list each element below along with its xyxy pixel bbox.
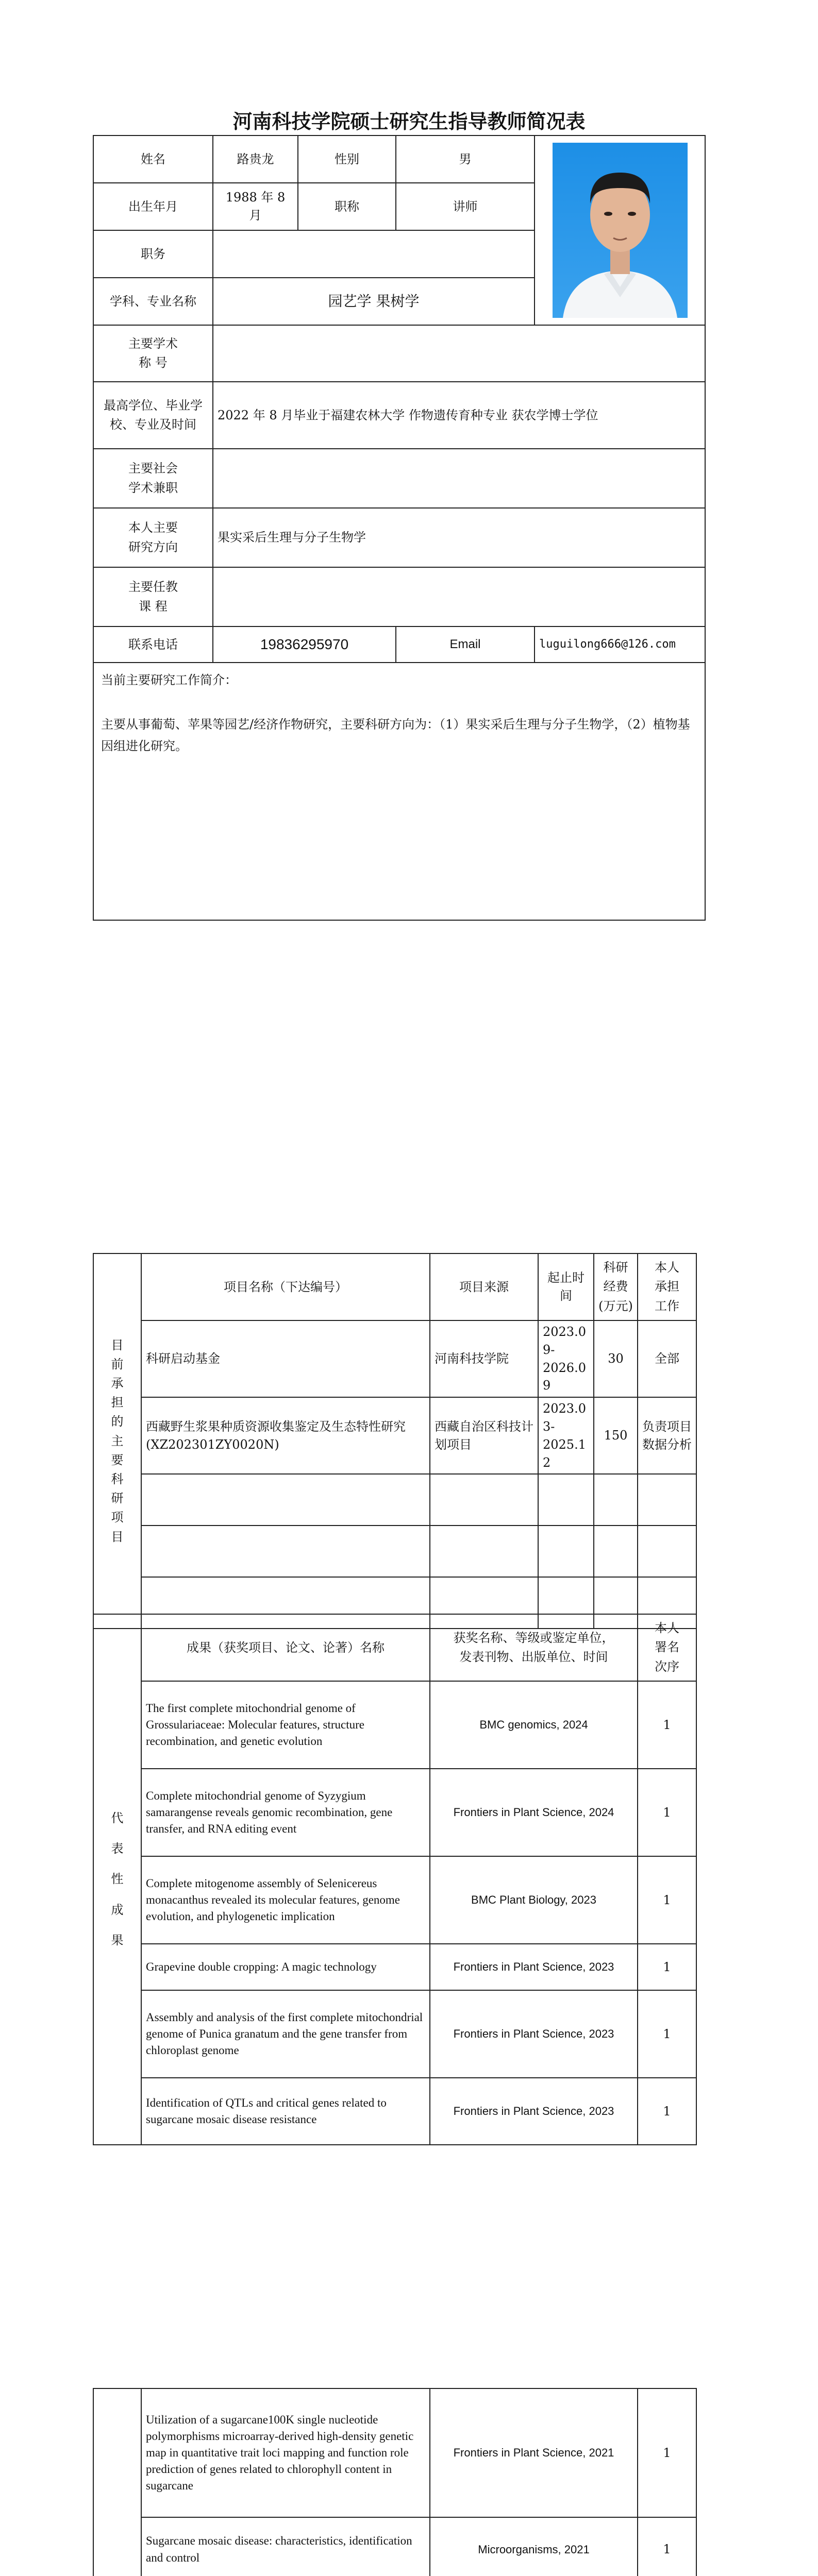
achievement-source: Frontiers in Plant Science, 2021 [430,2388,638,2517]
achievement-name: Complete mitochondrial genome of Syzygium samarangense reveals genomic recombination, gene transfer, and RNA editing event [141,1769,430,1856]
achievement-source: Frontiers in Plant Science, 2024 [430,1769,638,1856]
achievement-row [93,1990,696,2078]
projects-side-label-char: 目 [111,1529,124,1544]
achievement-rank: 1 [638,1990,696,2078]
achievement-rank: 1 [638,1681,696,1769]
projects-side-label-char: 科 [111,1471,124,1486]
achievement-name: Sugarcane mosaic disease: characteristics, identification and control [141,2517,430,2576]
achievements-side-label [93,1614,141,2145]
project-period [538,1526,594,1577]
position-label: 职务 [93,230,213,278]
photo-cell [535,135,705,325]
projects-side-label-char: 主 [111,1433,124,1448]
project-funds-header [594,1253,638,1320]
achievements-side-label-char: 性 [111,1872,124,1887]
achievements-side-label-char: 成 [111,1902,124,1917]
project-role: 全部 [638,1320,696,1397]
achievements-continued-table [93,2388,697,2576]
research-intro [93,663,705,920]
academic-title-label-line2: 称 号 [139,355,168,370]
degree-value: 2022 年 8 月毕业于福建农林大学 作物遗传育种专业 获农学博士学位 [213,382,705,449]
projects-side-label-char: 承 [111,1376,124,1391]
rank-header-line2: 署名 [655,1640,679,1655]
project-funds: 30 [594,1320,638,1397]
project-name: 西藏野生浆果种质资源收集鉴定及生态特性研究(XZ202301ZY0020N) [141,1397,430,1474]
achievement-rank: 1 [638,1769,696,1856]
projects-table [93,1253,697,1629]
birth-label: 出生年月 [93,183,213,230]
achievements-table [93,1614,697,2145]
project-source [430,1474,538,1526]
birth-value: 1988 年 8 月 [213,183,298,230]
project-row [93,1526,696,1577]
rank-header-line1: 本人 [655,1621,679,1636]
portrait-photo [553,143,688,318]
title-label: 职称 [298,183,396,230]
discipline-label: 学科、专业名称 [93,278,213,325]
achievement-source: Frontiers in Plant Science, 2023 [430,1990,638,2078]
role-header-line1: 本人 [655,1260,679,1275]
projects-side-label-char: 的 [111,1414,124,1429]
project-funds [594,1526,638,1577]
degree-label [93,382,213,449]
source-header-line2: 发表刊物、出版单位、时间 [459,1650,608,1664]
role-header-line3: 工作 [655,1298,679,1313]
project-row [93,1397,696,1474]
degree-label-line2: 校、专业及时间 [110,417,196,432]
phone-label: 联系电话 [93,626,213,663]
achievement-name: Utilization of a sugarcane100K single nucleotide polymorphisms microarray-derived high-density genetic map in quantitative trait loci mapping and function role prediction of genes related to chlorophyll content in sugarcane [141,2388,430,2517]
projects-side-label [93,1253,141,1629]
achievement-source: BMC Plant Biology, 2023 [430,1856,638,1944]
email-label: Email [396,626,535,663]
research-intro-text: 主要从事葡萄、苹果等园艺/经济作物研究，主要科研方向为：（1）果实采后生理与分子生物学，（2）植物基因组进化研究。 [101,717,690,753]
courses-label [93,567,213,626]
role-header-line2: 承担 [655,1279,679,1294]
degree-label-line1: 最高学位、毕业学 [104,398,203,413]
project-period-header: 起止时间 [538,1253,594,1320]
achievement-source-header [430,1614,638,1681]
achievement-source: Frontiers in Plant Science, 2023 [430,1944,638,1990]
research-direction-label [93,508,213,567]
achievement-rank: 1 [638,1856,696,1944]
courses-label-line2: 课 程 [139,599,168,614]
achievement-row [93,1944,696,1990]
project-name: 科研启动基金 [141,1320,430,1397]
project-role [638,1474,696,1526]
achievement-rank: 1 [638,2078,696,2145]
project-source: 西藏自治区科技计划项目 [430,1397,538,1474]
social-role-label-line1: 主要社会 [128,461,178,476]
achievements-side-label-char: 代 [111,1811,124,1826]
achievement-rank: 1 [638,2388,696,2517]
courses-value [213,567,705,626]
funds-header-line1: 科研 [603,1260,628,1275]
project-funds: 150 [594,1397,638,1474]
projects-side-label-char: 目 [111,1337,124,1352]
courses-label-line1: 主要任教 [128,580,178,595]
project-row [93,1474,696,1526]
project-role-header [638,1253,696,1320]
achievement-row [93,2388,696,2517]
social-role-label [93,449,213,508]
academic-title-label [93,325,213,382]
social-role-value [213,449,705,508]
project-name [141,1526,430,1577]
project-role: 负责项目数据分析 [638,1397,696,1474]
achievements-continued-side [93,2388,141,2576]
funds-header-line2: 经费 [603,1279,628,1294]
discipline-value: 园艺学 果树学 [213,278,535,325]
achievement-row [93,1769,696,1856]
project-period: 2023.09-2026.09 [538,1320,594,1397]
email-value: luguilong666@126.com [535,626,705,663]
achievement-name: Complete mitogenome assembly of Selenicereus monacanthus revealed its molecular features, genome evolution, and phylogenetic implication [141,1856,430,1944]
project-name [141,1474,430,1526]
achievements-side-label-char: 表 [111,1841,124,1856]
social-role-label-line2: 学术兼职 [128,480,178,495]
gender-label: 性别 [298,135,396,183]
research-intro-heading: 当前主要研究工作简介： [101,673,237,687]
achievement-name: Identification of QTLs and critical genes related to sugarcane mosaic disease resistance [141,2078,430,2145]
project-funds [594,1474,638,1526]
projects-side-label-char: 担 [111,1395,124,1410]
name-label: 姓名 [93,135,213,183]
project-period [538,1474,594,1526]
academic-title-value [213,325,705,382]
achievement-row [93,1856,696,1944]
achievement-rank: 1 [638,1944,696,1990]
projects-side-label-char: 研 [111,1491,124,1506]
achievement-name: Assembly and analysis of the first complete mitochondrial genome of Punica granatum and the gene transfer from chloroplast genome [141,1990,430,2078]
page-title: 河南科技学院硕士研究生指导教师简况表 [232,110,586,133]
achievement-row [93,1681,696,1769]
project-source: 河南科技学院 [430,1320,538,1397]
research-direction-value: 果实采后生理与分子生物学 [213,508,705,567]
achievement-source: Microorganisms, 2021 [430,2517,638,2576]
title-value: 讲师 [396,183,535,230]
name-value: 路贵龙 [213,135,298,183]
achievements-side-label-char: 果 [111,1933,124,1947]
rank-header-line3: 次序 [655,1659,679,1674]
projects-side-label-char: 前 [111,1357,124,1371]
funds-header-line3: (万元) [598,1298,633,1313]
project-role [638,1526,696,1577]
phone-value: 19836295970 [213,626,396,663]
achievement-row [93,2078,696,2145]
projects-side-label-char: 项 [111,1510,124,1525]
projects-side-label-char: 要 [111,1452,124,1467]
gender-value: 男 [396,135,535,183]
project-source-header: 项目来源 [430,1253,538,1320]
academic-title-label-line1: 主要学术 [128,336,178,351]
achievement-name-header: 成果（获奖项目、论文、论著）名称 [141,1614,430,1681]
research-direction-label-line2: 研究方向 [128,539,178,554]
source-header-line1: 获奖名称、等级或鉴定单位， [453,1630,614,1645]
achievement-source: Frontiers in Plant Science, 2023 [430,2078,638,2145]
project-period: 2023.03-2025.12 [538,1397,594,1474]
achievement-name: The first complete mitochondrial genome of Grossulariaceae: Molecular features, structure recombination, and genetic evolution [141,1681,430,1769]
achievement-rank: 1 [638,2517,696,2576]
achievement-rank-header [638,1614,696,1681]
achievement-name: Grapevine double cropping: A magic technology [141,1944,430,1990]
project-row [93,1320,696,1397]
achievement-row [93,2517,696,2576]
project-source [430,1526,538,1577]
position-value [213,230,535,278]
research-direction-label-line1: 本人主要 [128,520,178,535]
basic-info-table [93,135,706,921]
achievement-source: BMC genomics, 2024 [430,1681,638,1769]
project-name-header: 项目名称（下达编号） [141,1253,430,1320]
